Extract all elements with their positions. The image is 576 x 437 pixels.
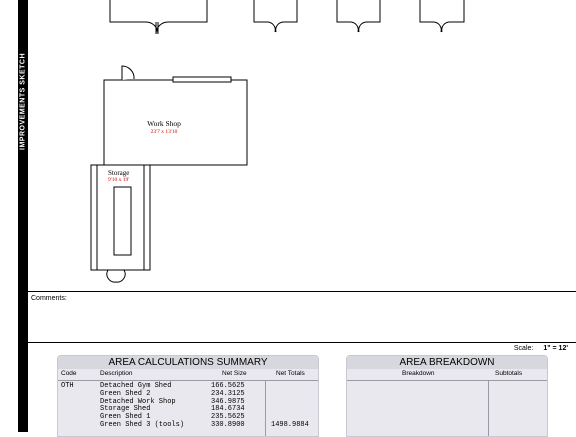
area-breakdown-panel	[346, 355, 548, 437]
table-row	[58, 391, 318, 399]
workshop-door-swing	[122, 66, 134, 80]
shed-outline-3	[420, 0, 464, 22]
row-size: 346.9875	[211, 397, 245, 406]
room-label-storage: Storage	[108, 169, 130, 177]
table-row	[58, 422, 318, 430]
row-description: Detached Gym Shed	[100, 382, 172, 390]
table-row	[58, 399, 318, 407]
row-size: 184.6734	[211, 405, 245, 414]
row-size: 234.3125	[211, 389, 245, 398]
row-description: Green Shed 3 (tools)	[100, 420, 185, 429]
room-label-workshop: Work Shop	[147, 119, 181, 128]
row-description: Green Shed 2	[100, 389, 151, 398]
floor-plan-sketch	[28, 0, 576, 292]
col-head-net-totals: Net Totals	[276, 370, 305, 377]
area-summary-title: AREA CALCULATIONS SUMMARY	[58, 356, 318, 369]
area-breakdown-title: AREA BREAKDOWN	[347, 356, 547, 369]
building-outline-top-left	[110, 0, 146, 22]
col-head-subtotals: Subtotals	[495, 370, 523, 377]
door-swing-shed-2	[351, 22, 366, 32]
room-dims-storage: 9'10 x 19'	[108, 177, 130, 183]
row-total: 1498.9884	[271, 420, 309, 429]
storage-bench	[114, 187, 131, 255]
row-code: OTH	[61, 382, 74, 390]
door-swing-top-left	[146, 22, 168, 34]
shed-outline-2	[337, 0, 380, 22]
sidebar-label-text: IMPROVEMENTS SKETCH	[19, 52, 27, 150]
building-outline-top-left-2	[168, 0, 207, 22]
workshop-window	[173, 77, 231, 82]
row-description: Storage Shed	[100, 405, 151, 414]
row-size: 330.8900	[211, 420, 245, 429]
table-row	[58, 406, 318, 414]
table-row	[58, 383, 318, 391]
col-head-net-size: Net Size	[222, 370, 247, 377]
scale-value: 1" = 12'	[543, 345, 568, 352]
scale-readout	[514, 345, 568, 352]
storage-door-swing	[107, 270, 125, 282]
row-description: Green Shed 1	[100, 413, 151, 422]
door-swing-shed-3	[434, 22, 449, 32]
comments-section	[28, 291, 576, 343]
comments-label: Comments:	[31, 295, 67, 302]
shed-outline-1	[254, 0, 297, 22]
col-head-description: Description	[100, 370, 133, 377]
door-swing-shed-1	[268, 22, 283, 32]
col-head-breakdown: Breakdown	[402, 370, 435, 377]
row-size: 166.5625	[211, 382, 245, 390]
row-description: Detached Work Shop	[100, 397, 176, 406]
scale-label: Scale:	[513, 345, 534, 352]
area-calculations-panel	[57, 355, 319, 437]
area-rows	[58, 383, 318, 430]
room-dims-workshop: 23'7 x 13'10	[150, 129, 178, 135]
row-size: 235.5625	[211, 413, 245, 422]
col-head-code: Code	[61, 370, 77, 377]
